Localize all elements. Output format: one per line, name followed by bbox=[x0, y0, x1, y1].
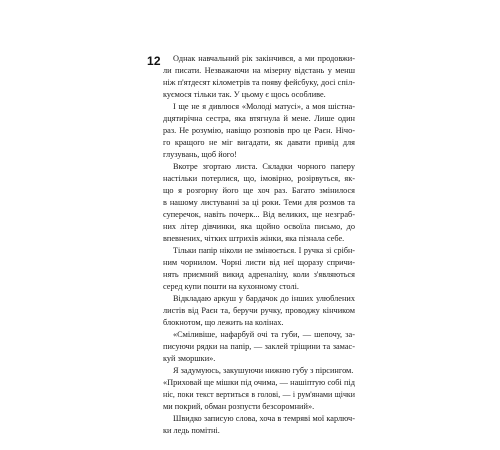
text-line: дцятирічна сестра, яка втягнула й мене. Лише один bbox=[163, 114, 355, 123]
text-line: ніж п'ятдесят кілометрів та появу фейсбуку, досі спіл- bbox=[163, 78, 355, 87]
text-line: го кращого не міг вигадати, як давати привід для bbox=[163, 138, 355, 147]
text-line: Я задумуюсь, закушуючи нижню губу з пірсингом. bbox=[173, 366, 354, 375]
text-line: Відкладаю аркуш у бардачок до інших улюблених bbox=[173, 294, 355, 303]
text-line: настільки потерлися, що, імовірно, розірвуться, як- bbox=[163, 174, 355, 183]
text-line: них літер дівчинки, яка щойно освоїла письмо, до bbox=[163, 222, 355, 231]
page-number: 12 bbox=[147, 54, 161, 68]
text-line: листів від Раєн та, беручи ручку, проводжу кінчиком bbox=[163, 306, 355, 315]
text-line: ми покрий, обман розпусти безсоромний». bbox=[163, 402, 315, 411]
text-line: раз. Не розумію, навіщо розповів про це Раєн. Нічо- bbox=[163, 126, 355, 135]
text-line: що я розгорну його ще хоч раз. Багато змінилося bbox=[163, 186, 355, 195]
text-line: серед купи пошти на кухонному столі. bbox=[163, 282, 299, 291]
text-line: куємося тільки так. У цьому є щось особливе. bbox=[163, 90, 326, 99]
text-line: Тільки папір ніколи не змінюється. І ручка зі срібн- bbox=[173, 246, 355, 255]
text-line: впевнених, чітких штрихів жінки, яка пізнала себе. bbox=[163, 234, 345, 243]
text-line: ніс, поки текст вертиться в голові, — і рум'янами щічки bbox=[163, 390, 355, 399]
text-line: «Приховай ще мішки під очима, — нашіптую собі під bbox=[163, 378, 355, 387]
text-line: «Сміливіше, нафарбуй очі та губи, — шепочу, за- bbox=[173, 330, 355, 339]
text-line: І ще не я дивлюся «Молоді матусі», а моя шістна- bbox=[173, 102, 355, 111]
text-line: писуючи рядки на папір, — заклей тріщини та замас- bbox=[163, 342, 355, 351]
text-line: куй зморшки». bbox=[163, 354, 216, 363]
text-line: ним чорнилом. Чорні листи від неї щоразу спричи- bbox=[163, 258, 355, 267]
text-line: блокнотом, що лежить на колінах. bbox=[163, 318, 284, 327]
text-line: ли писати. Незважаючи на мізерну відстань у менш bbox=[163, 66, 355, 75]
text-line: Однак навчальний рік закінчився, а ми продовжи- bbox=[173, 54, 355, 63]
text-line: суперечок, навіть почерк... Від великих, ще незграб- bbox=[163, 210, 355, 219]
text-line: Вкотре згортаю листа. Складки чорного паперу bbox=[173, 162, 355, 171]
text-line: ки ледь помітні. bbox=[163, 426, 220, 435]
text-line: в нашому листуванні за ці роки. Теми для розмов та bbox=[163, 198, 355, 207]
text-line: глузувань, щоб його! bbox=[163, 150, 237, 159]
text-line: Швидко записую слова, хоча в темряві мої карлюч- bbox=[173, 414, 355, 423]
body-text bbox=[163, 53, 355, 437]
text-line: нять приємний викид адреналіну, коли з'являються bbox=[163, 270, 355, 279]
